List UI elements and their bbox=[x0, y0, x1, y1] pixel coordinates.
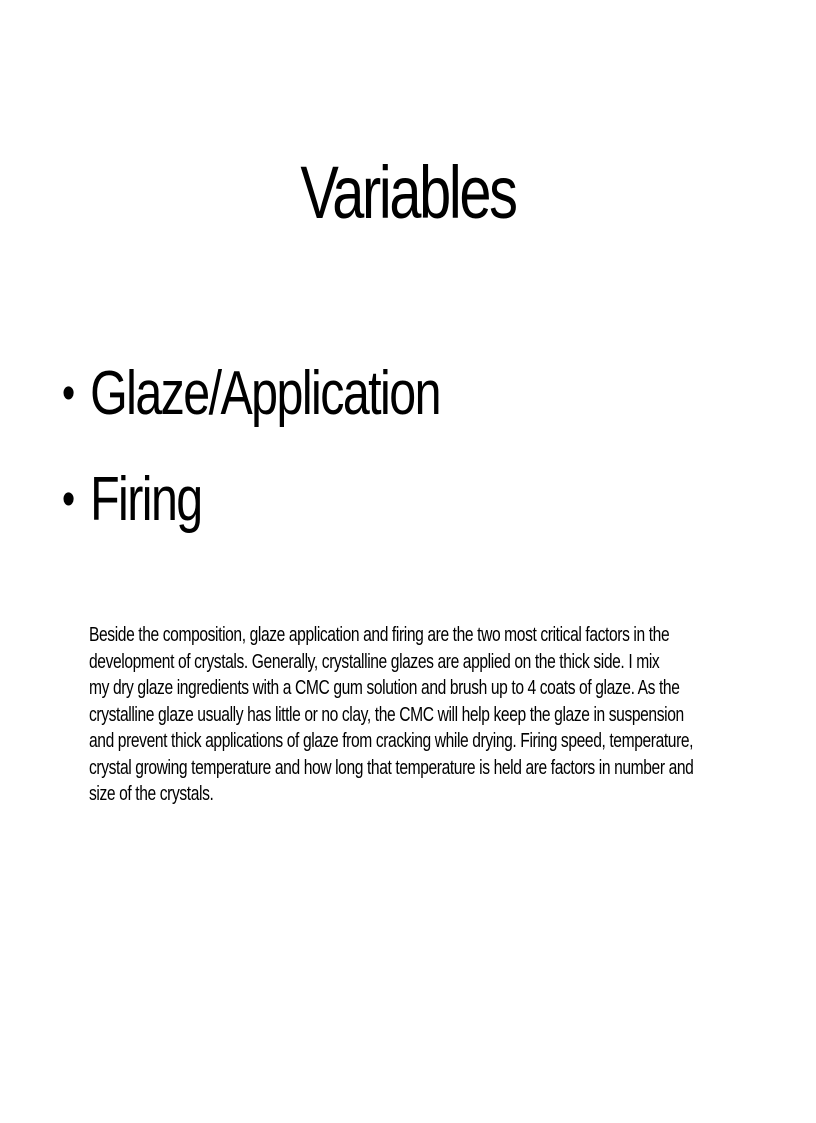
bullet-dot-icon: • bbox=[62, 366, 76, 420]
notes-line: Beside the composition, glaze application and firing are the two most critical factors in the bbox=[89, 624, 670, 646]
notes-line: crystal growing temperature and how long that temperature is held are factors in number and bbox=[89, 756, 694, 779]
bullet-text: Firing bbox=[90, 464, 202, 534]
notes-line: development of crystals. Generally, crystalline glazes are applied on the thick side. I mix bbox=[89, 650, 660, 673]
bullet-text: Glaze/Application bbox=[90, 358, 440, 428]
notes-paragraph bbox=[89, 622, 744, 808]
notes-line: my dry glaze ingredients with a CMC gum solution and brush up to 4 coats of glaze. As the bbox=[89, 677, 680, 699]
slide-title: Variables bbox=[300, 151, 516, 234]
bullet-dot-icon: • bbox=[62, 472, 76, 526]
notes-line: size of the crystals. bbox=[89, 783, 214, 805]
notes-line: and prevent thick applications of glaze from cracking while drying. Firing speed, temperature, bbox=[89, 730, 694, 752]
bullet-item-firing bbox=[62, 446, 440, 552]
bullet-list bbox=[62, 340, 547, 552]
notes-line: crystalline glaze usually has little or no clay, the CMC will help keep the glaze in suspension bbox=[89, 703, 684, 726]
bullet-item-glaze-application bbox=[62, 340, 440, 446]
